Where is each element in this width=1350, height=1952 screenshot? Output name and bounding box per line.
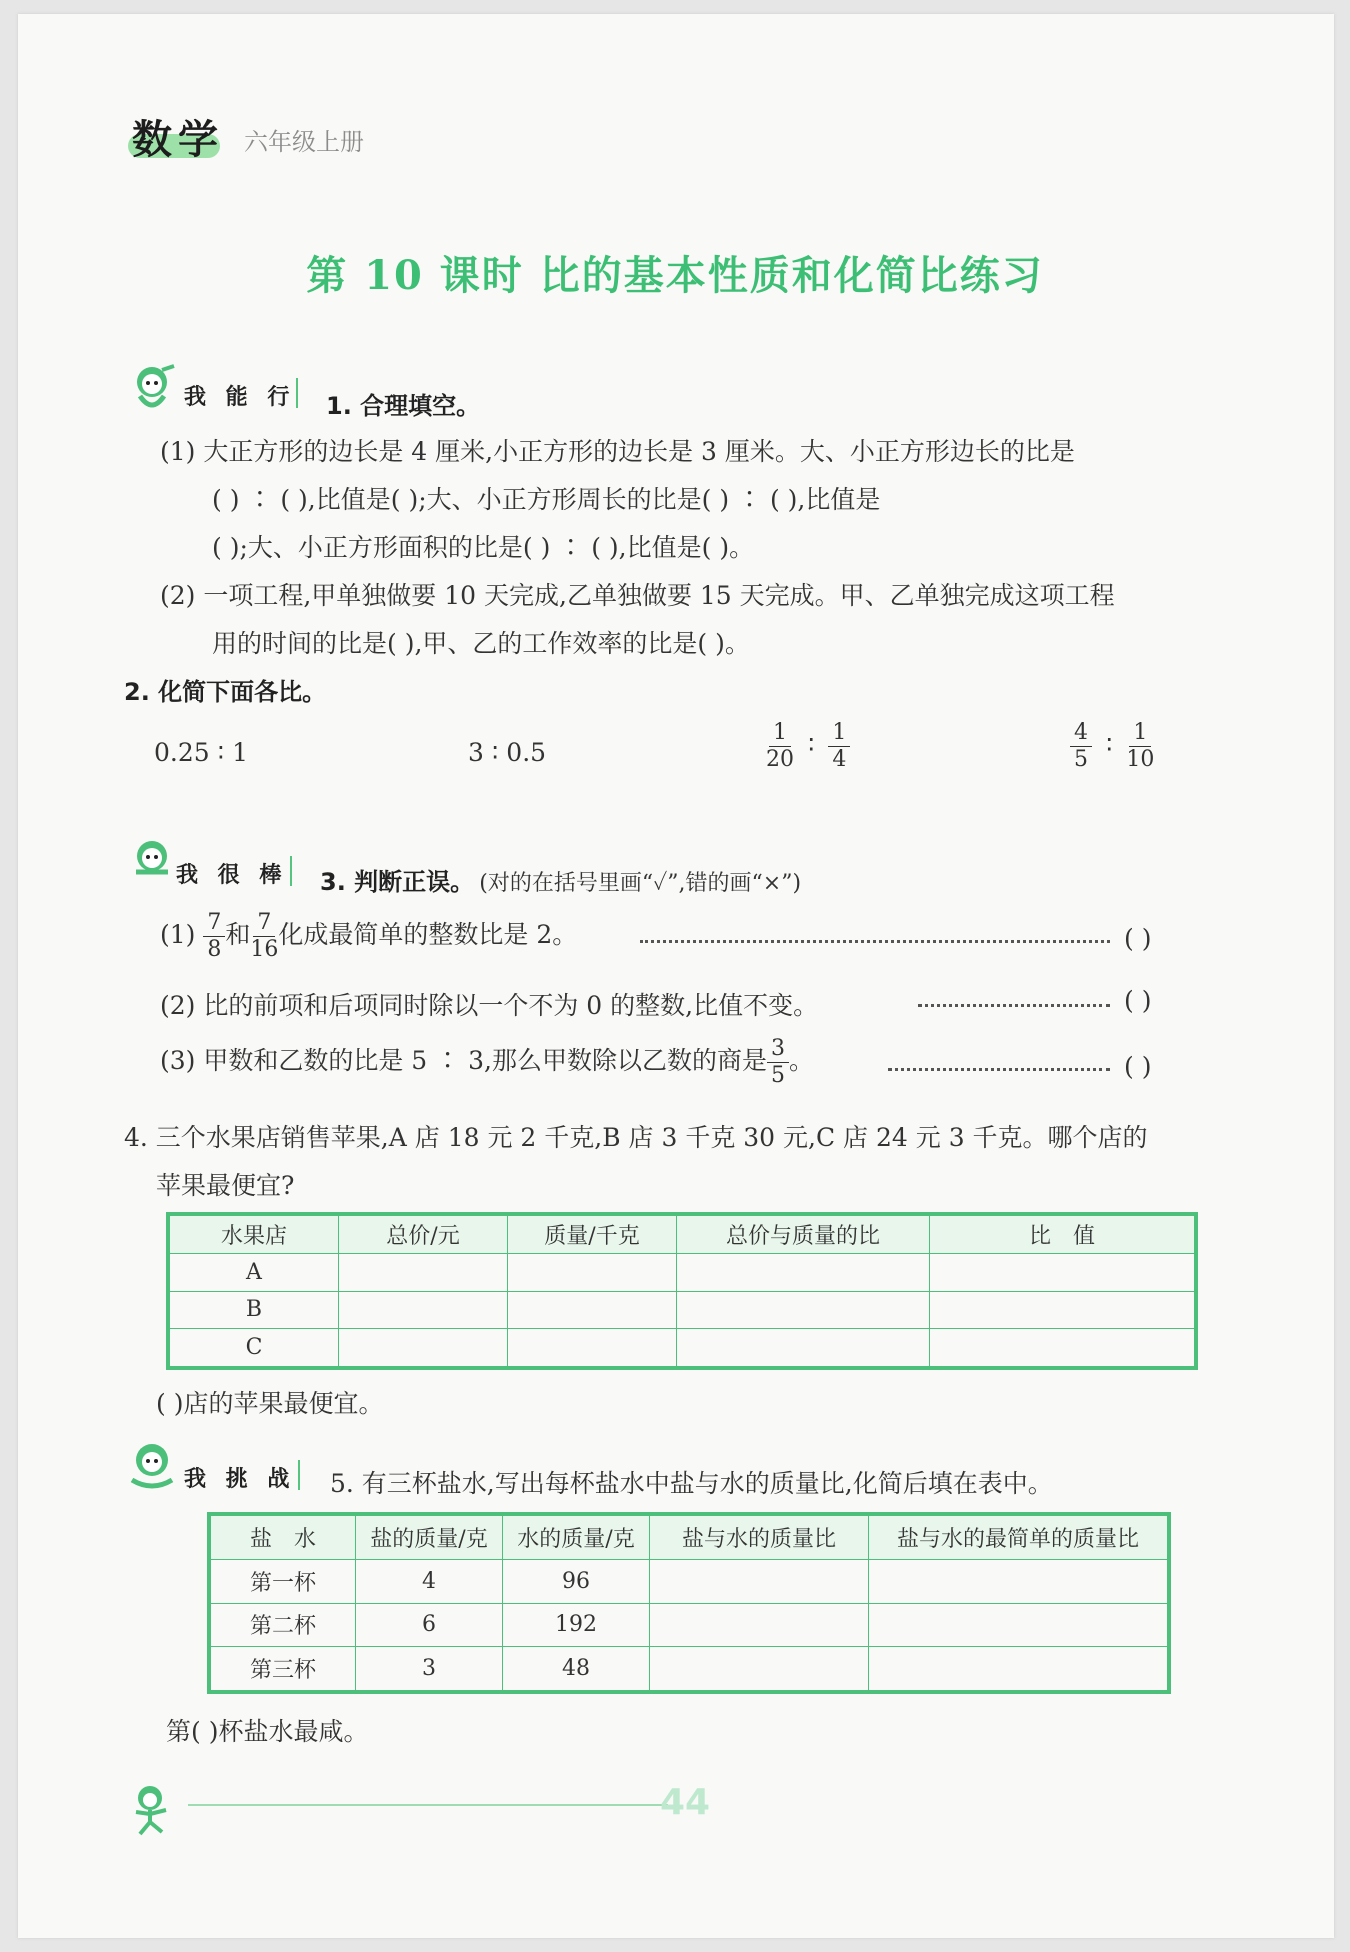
table-row (211, 1647, 1168, 1691)
leader-dots (888, 1068, 1110, 1071)
subject-title: 数学 (132, 117, 224, 163)
table-header: 总价/元 (339, 1216, 508, 1254)
fraction: $\frac{1}{20}$ (766, 720, 794, 772)
table-cell: 96 (503, 1560, 650, 1604)
q3-note: (对的在括号里画“✓”,错的画“×”) (479, 871, 802, 896)
fraction: $\frac{7}{8}$ (203, 910, 225, 963)
answer-cell[interactable] (339, 1254, 508, 1292)
table-header: 盐的质量/克 (356, 1516, 503, 1560)
footer-line (188, 1804, 668, 1806)
q2-title: 2. 化简下面各比。 (124, 678, 327, 706)
q1-p1-line2: ( ) ∶ ( ),比值是( );大、小正方形周长的比是( ) ∶ ( ),比值是 (212, 485, 881, 514)
answer-cell[interactable] (508, 1291, 677, 1329)
answer-cell[interactable] (869, 1647, 1168, 1691)
answer-cell[interactable] (339, 1329, 508, 1367)
q1-p1-line3: ( );大、小正方形面积的比是( ) ∶ ( ),比值是( )。 (212, 533, 755, 562)
fraction: $\frac{1}{10}$ (1126, 720, 1155, 772)
answer-paren-2[interactable]: ( ) (1124, 986, 1152, 1015)
answer-cell[interactable] (508, 1329, 677, 1367)
q5-title: 5. 有三杯盐水,写出每杯盐水中盐与水的质量比,化简后填在表中。 (330, 1469, 1053, 1498)
q3-item-3: (3) 甲数和乙数的比是 5 ∶ 3,那么甲数除以乙数的商是 $\frac{3}{5}$ 。 (160, 1036, 814, 1088)
q2-expr-2: 3 ∶ 0.5 (468, 738, 547, 767)
table-row (170, 1254, 1195, 1292)
table-cell: A (170, 1254, 339, 1292)
fraction: $\frac{1}{4}$ (828, 720, 850, 773)
answer-cell[interactable] (869, 1603, 1168, 1647)
mascot-icon (126, 1438, 178, 1492)
section-divider (296, 378, 298, 408)
mascot-icon (128, 362, 180, 416)
table-cell: 第一杯 (211, 1560, 356, 1604)
table-cell: 4 (356, 1560, 503, 1604)
table-cell: 第三杯 (211, 1647, 356, 1691)
q4-answer: ( )店的苹果最便宜。 (156, 1389, 384, 1418)
mascot-icon (128, 836, 180, 890)
grade-label: 六年级上册 (244, 128, 364, 156)
q5-table (210, 1515, 1168, 1691)
answer-cell[interactable] (869, 1560, 1168, 1604)
answer-cell[interactable] (677, 1254, 930, 1292)
q1-title: 1. 合理填空。 (326, 392, 481, 420)
fraction: $\frac{3}{5}$ (767, 1036, 789, 1089)
q2-expr-3: $\frac{1}{20}$ ∶ $\frac{1}{4}$ (766, 720, 850, 773)
page-number: 44 (660, 1782, 711, 1823)
q4-table (169, 1215, 1195, 1367)
section-divider (290, 856, 292, 886)
lesson-title: 第 10 课时 比的基本性质和化简比练习 (306, 252, 1044, 299)
section-divider (298, 1460, 300, 1490)
q3-item-1: (1) $\frac{7}{8}$ 和 $\frac{7}{16}$ 化成最简单的整数比是 2。 (160, 910, 578, 962)
mascot-running-icon (126, 1782, 178, 1836)
q4-line1: 4. 三个水果店销售苹果,A 店 18 元 2 千克,B 店 3 千克 30 元,C 店 24 元 3 千克。哪个店的 (124, 1123, 1148, 1152)
q3-item-2: (2) 比的前项和后项同时除以一个不为 0 的整数,比值不变。 (160, 991, 819, 1020)
table-cell: 6 (356, 1603, 503, 1647)
table-cell: 3 (356, 1647, 503, 1691)
answer-cell[interactable] (508, 1254, 677, 1292)
table-header: 水的质量/克 (503, 1516, 650, 1560)
answer-cell[interactable] (650, 1647, 869, 1691)
answer-cell[interactable] (650, 1603, 869, 1647)
table-cell: 48 (503, 1647, 650, 1691)
table-row (170, 1329, 1195, 1367)
table-row (211, 1560, 1168, 1604)
table-cell: 192 (503, 1603, 650, 1647)
section-label-3: 我 挑 战 (184, 1467, 296, 1492)
table-cell: C (170, 1329, 339, 1367)
answer-cell[interactable] (930, 1254, 1195, 1292)
table-cell: 第二杯 (211, 1603, 356, 1647)
table-header: 盐 水 (211, 1516, 356, 1560)
section-label-2: 我 很 棒 (176, 863, 288, 888)
answer-cell[interactable] (650, 1560, 869, 1604)
answer-cell[interactable] (677, 1291, 930, 1329)
q3-heading (320, 862, 801, 897)
table-header: 总价与质量的比 (677, 1216, 930, 1254)
fraction: $\frac{4}{5}$ (1070, 720, 1092, 773)
table-row (170, 1291, 1195, 1329)
q4-line2: 苹果最便宜? (156, 1171, 295, 1200)
q1-p1-line1: (1) 大正方形的边长是 4 厘米,小正方形的边长是 3 厘米。大、小正方形边长的比是 (160, 437, 1075, 466)
q2-expr-4: $\frac{4}{5}$ ∶ $\frac{1}{10}$ (1070, 720, 1154, 773)
table-row (211, 1603, 1168, 1647)
q1-p2-line1: (2) 一项工程,甲单独做要 10 天完成,乙单独做要 15 天完成。甲、乙单独完成这项工程 (160, 581, 1115, 610)
q5-answer: 第( )杯盐水最咸。 (166, 1717, 369, 1746)
fraction: $\frac{7}{16}$ (250, 910, 279, 962)
table-header: 水果店 (170, 1216, 339, 1254)
answer-paren-3[interactable]: ( ) (1124, 1052, 1152, 1081)
answer-paren-1[interactable]: ( ) (1124, 924, 1152, 953)
q3-title: 3. 判断正误。 (320, 868, 475, 896)
leader-dots (640, 940, 1110, 943)
table-cell: B (170, 1291, 339, 1329)
table-header: 盐与水的质量比 (650, 1516, 869, 1560)
table-header: 盐与水的最简单的质量比 (869, 1516, 1168, 1560)
table-header: 质量/千克 (508, 1216, 677, 1254)
leader-dots (918, 1004, 1110, 1007)
answer-cell[interactable] (339, 1291, 508, 1329)
q2-expr-1: 0.25 ∶ 1 (154, 738, 248, 767)
answer-cell[interactable] (677, 1329, 930, 1367)
section-label-1: 我 能 行 (184, 385, 296, 410)
q1-p2-line2: 用的时间的比是( ),甲、乙的工作效率的比是( )。 (212, 629, 750, 658)
answer-cell[interactable] (930, 1291, 1195, 1329)
table-header: 比 值 (930, 1216, 1195, 1254)
answer-cell[interactable] (930, 1329, 1195, 1367)
